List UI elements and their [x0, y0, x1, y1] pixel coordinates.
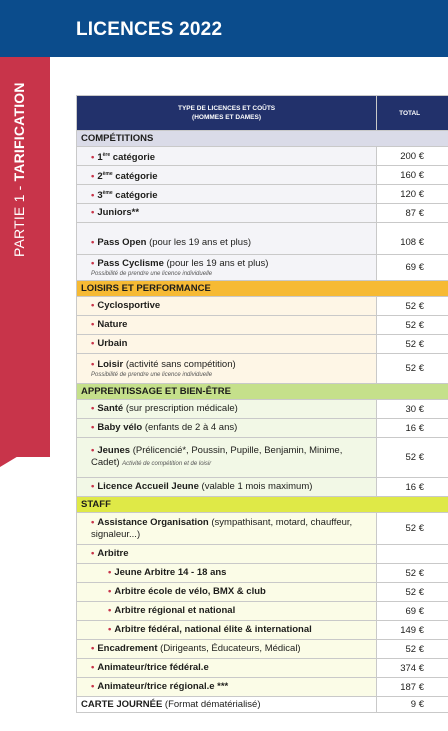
- table-row: [77, 564, 448, 583]
- table-row: [77, 697, 448, 713]
- row-label: [77, 419, 377, 438]
- licence-note: Activité de compétition et de loisir: [122, 461, 212, 467]
- table-row: [77, 583, 448, 602]
- licence-desc: (Dirigeants, Éducateurs, Médical): [157, 643, 301, 654]
- table-row: [77, 316, 448, 335]
- table-row: [77, 147, 448, 166]
- row-price: 16 €: [377, 419, 448, 438]
- table-row: [77, 513, 448, 545]
- bullet-icon: •: [108, 605, 112, 616]
- licence-desc: (valable 1 mois maximum): [198, 481, 313, 492]
- licence-note: Possibilité de prendre une licence individuelle: [91, 371, 213, 378]
- row-label: [77, 602, 377, 621]
- cat-number: 3: [97, 189, 103, 201]
- row-price: 52 €: [377, 564, 448, 583]
- row-label: [77, 255, 377, 281]
- row-label: [77, 204, 377, 223]
- cat-text: catégorie: [112, 170, 158, 182]
- licence-name: Arbitre fédéral, national élite & international: [114, 624, 312, 635]
- licence-name: Baby vélo: [97, 422, 143, 433]
- licence-name: Nature: [97, 319, 128, 330]
- section-label: APPRENTISSAGE ET BIEN-ÊTRE: [77, 384, 448, 400]
- row-price: 16 €: [377, 478, 448, 497]
- row-label: [77, 513, 377, 545]
- licence-name: Arbitre: [97, 548, 129, 559]
- licence-desc: (activité sans compétition): [123, 358, 236, 370]
- cat-number: 2: [97, 170, 103, 182]
- row-price: 30 €: [377, 400, 448, 419]
- table-row: [77, 438, 448, 478]
- table-row: [77, 335, 448, 354]
- bullet-icon: •: [91, 207, 95, 218]
- row-price: 52 €: [377, 316, 448, 335]
- row-label: [77, 223, 377, 255]
- row-price: 160 €: [377, 166, 448, 185]
- column-header-type-sub: (HOMMES ET DAMES): [192, 114, 262, 121]
- table-row: [77, 166, 448, 185]
- licence-desc: (sympathisant, motard, chauffeur, signaleur...): [91, 516, 353, 540]
- page-header: [0, 0, 448, 57]
- row-price: 187 €: [377, 678, 448, 697]
- row-price: 108 €: [377, 223, 448, 255]
- row-price: 52 €: [377, 354, 448, 384]
- section-apprentissage: [77, 384, 448, 400]
- column-header-total: TOTAL: [377, 96, 448, 131]
- cat-number: 1: [97, 151, 103, 163]
- table-row: [77, 602, 448, 621]
- licence-name: Jeune Arbitre 14 - 18 ans: [114, 567, 227, 578]
- licence-desc: (pour les 19 ans et plus): [146, 236, 251, 248]
- licence-name: Animateur/trice fédéral.e: [97, 662, 209, 673]
- row-label: [77, 147, 377, 166]
- licence-name: Juniors**: [97, 207, 140, 218]
- licence-name: Encadrement: [97, 643, 158, 654]
- row-label: [77, 564, 377, 583]
- row-price: 120 €: [377, 185, 448, 204]
- row-price: 52 €: [377, 583, 448, 602]
- licence-name: Pass Open: [97, 236, 147, 248]
- licence-name: Santé: [97, 403, 124, 414]
- licence-desc: (enfants de 2 à 4 ans): [142, 422, 238, 433]
- table-row: [77, 659, 448, 678]
- row-label: [77, 438, 377, 478]
- licence-name: Cyclosportive: [97, 300, 161, 311]
- table-row: [77, 678, 448, 697]
- table-row: [77, 419, 448, 438]
- licence-name: [97, 171, 157, 182]
- row-price: 200 €: [377, 147, 448, 166]
- licence-name: CARTE JOURNÉE: [81, 698, 163, 710]
- licence-desc: (Format dématérialisé): [162, 698, 261, 710]
- bullet-icon: •: [108, 567, 112, 578]
- table-row: [77, 621, 448, 640]
- bullet-icon: •: [108, 624, 112, 635]
- row-price: [377, 545, 448, 564]
- bullet-icon: •: [91, 662, 95, 673]
- row-label: [77, 640, 377, 659]
- row-price: 52 €: [377, 438, 448, 478]
- cat-text: catégorie: [110, 151, 156, 163]
- bullet-icon: •: [108, 586, 112, 597]
- row-label: [77, 335, 377, 354]
- bullet-icon: •: [91, 236, 95, 248]
- row-price: 52 €: [377, 335, 448, 354]
- row-price: 52 €: [377, 297, 448, 316]
- section-label: TARIFICATION: [11, 82, 27, 182]
- bullet-icon: •: [91, 643, 95, 654]
- licence-name: Arbitre école de vélo, BMX & club: [114, 586, 266, 597]
- bullet-icon: •: [91, 445, 95, 456]
- row-label: [77, 621, 377, 640]
- table-row: [77, 204, 448, 223]
- bullet-icon: •: [91, 151, 95, 163]
- row-price: 69 €: [377, 602, 448, 621]
- column-header-type: [77, 96, 377, 131]
- licence-name: Loisir: [97, 358, 124, 370]
- table-row: [77, 400, 448, 419]
- row-label: [77, 659, 377, 678]
- section-competitions: [77, 131, 448, 147]
- table-row: [77, 354, 448, 384]
- bullet-icon: •: [91, 358, 95, 370]
- licence-name: Arbitre régional et national: [114, 605, 236, 616]
- licence-name: Pass Cyclisme: [97, 257, 164, 269]
- cat-suffix: ème: [102, 189, 113, 196]
- table-row: [77, 223, 448, 255]
- row-label: [77, 400, 377, 419]
- licence-desc: (pour les 19 ans et plus): [163, 257, 269, 269]
- bullet-icon: •: [91, 338, 95, 349]
- side-tab-point: [0, 437, 50, 467]
- licence-name: Jeunes: [97, 445, 131, 456]
- licence-name: [97, 190, 157, 201]
- bullet-icon: •: [91, 300, 95, 311]
- cat-suffix: ère: [102, 151, 111, 158]
- section-loisirs: [77, 281, 448, 297]
- bullet-icon: •: [91, 481, 95, 492]
- row-label: [77, 678, 377, 697]
- row-label: [77, 316, 377, 335]
- bullet-icon: •: [91, 516, 95, 528]
- row-price: 87 €: [377, 204, 448, 223]
- bullet-icon: •: [91, 403, 95, 414]
- row-label: [77, 545, 377, 564]
- licence-desc: (Prélicencié*, Poussin, Pupille, Benjamin, Minime, Cadet): [91, 445, 343, 468]
- row-price: 374 €: [377, 659, 448, 678]
- row-label: [77, 583, 377, 602]
- section-label: LOISIRS ET PERFORMANCE: [77, 281, 448, 297]
- row-price: 52 €: [377, 513, 448, 545]
- section-label: STAFF: [77, 497, 448, 513]
- row-price: 9 €: [377, 697, 448, 713]
- table-row: [77, 478, 448, 497]
- licence-name: [97, 152, 155, 163]
- section-staff: [77, 497, 448, 513]
- licence-name: Animateur/trice régional.e ***: [97, 681, 229, 692]
- licence-note: Possibilité de prendre une licence individuelle: [91, 270, 213, 277]
- table-row: [77, 545, 448, 564]
- part-label: PARTIE 1 -: [11, 181, 27, 257]
- licence-desc: (sur prescription médicale): [123, 403, 238, 414]
- row-label: [77, 297, 377, 316]
- bullet-icon: •: [91, 422, 95, 433]
- row-label: [77, 185, 377, 204]
- bullet-icon: •: [91, 189, 95, 201]
- section-label: COMPÉTITIONS: [77, 131, 448, 147]
- table-row: [77, 640, 448, 659]
- column-header-type-text: TYPE DE LICENCES ET COÛTS: [177, 105, 276, 112]
- table-row: [77, 255, 448, 281]
- row-label: [77, 166, 377, 185]
- row-label: [77, 697, 377, 713]
- cat-suffix: ème: [102, 170, 113, 177]
- row-price: 52 €: [377, 640, 448, 659]
- page-title: LICENCES 2022: [76, 19, 223, 40]
- bullet-icon: •: [91, 257, 95, 269]
- bullet-icon: •: [91, 548, 95, 559]
- row-label: [77, 354, 377, 384]
- side-tab-label: [11, 82, 27, 257]
- table-header-row: [77, 96, 448, 131]
- table-row: [77, 185, 448, 204]
- side-tab: [0, 57, 50, 457]
- pricing-table: [76, 95, 448, 713]
- licence-name: Licence Accueil Jeune: [97, 481, 199, 492]
- table-row: [77, 297, 448, 316]
- licence-name: Urbain: [97, 338, 128, 349]
- row-price: 149 €: [377, 621, 448, 640]
- bullet-icon: •: [91, 681, 95, 692]
- cat-text: catégorie: [112, 189, 158, 201]
- bullet-icon: •: [91, 170, 95, 182]
- row-label: [77, 478, 377, 497]
- row-price: 69 €: [377, 255, 448, 281]
- licence-name: Assistance Organisation: [97, 516, 209, 528]
- bullet-icon: •: [91, 319, 95, 330]
